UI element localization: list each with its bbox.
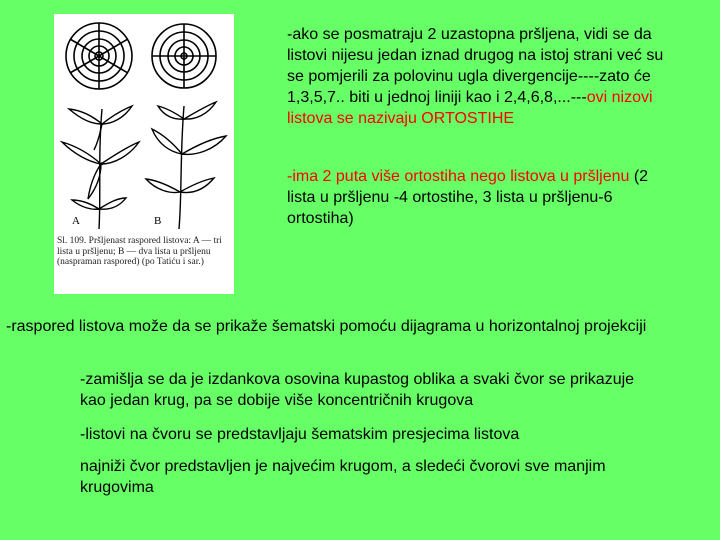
phyllotaxis-illustration — [54, 14, 234, 239]
botanical-figure — [54, 14, 234, 294]
diagram-a-circles — [66, 23, 132, 89]
paragraph-1 — [287, 24, 667, 129]
figure-caption: Sl. 109. Pršljenast raspored listova: A — tri lista u pršljenu; B — dva lista u pršljenu (naspraman raspored) (po Tatiću i sar.) — [57, 236, 222, 267]
label-a: A — [72, 215, 80, 227]
plant-a — [62, 106, 139, 229]
label-b: B — [154, 215, 162, 227]
paragraph-1-text: -ako se posmatraju 2 uzastopna pršljena, vidi se da listovi nijesu jedan iznad drugog na istoj strani već su se pomjerili za polovinu ugla divergencije----zato će 1,3,5,7.. biti u jednoj liniji kao i 2,4,6,8,...--- — [287, 26, 664, 106]
paragraph-2 — [287, 166, 667, 229]
paragraph-2-text: (2 lista u pršljenu -4 ortostihe, 3 lista u pršljenu-6 ortostiha) — [287, 168, 649, 227]
paragraph-2-highlight: -ima 2 puta više ortostiha nego listova u pršljenu — [287, 168, 630, 185]
paragraph-4: -zamišlja se da je izdankova osovina kupastog oblika a svaki čvor se prikazuje kao jedan krug, pa se dobije više koncentričnih krugova — [80, 371, 635, 409]
paragraph-3: -raspored listova može da se prikaže šematski pomoću dijagrama u horizontalnoj projekciji — [6, 318, 647, 335]
paragraph-5: -listovi na čvoru se predstavljaju šematskim presjecima listova — [80, 426, 520, 443]
diagram-b-circles — [152, 24, 216, 88]
paragraph-1-highlight: ovi nizovi listova se nazivaju ORTOSTIHE — [287, 89, 653, 127]
plant-b — [146, 102, 226, 229]
paragraph-6: najniži čvor predstavljen je najvećim krugom, a sledeći čvorovi sve manjim krugovima — [80, 458, 606, 496]
